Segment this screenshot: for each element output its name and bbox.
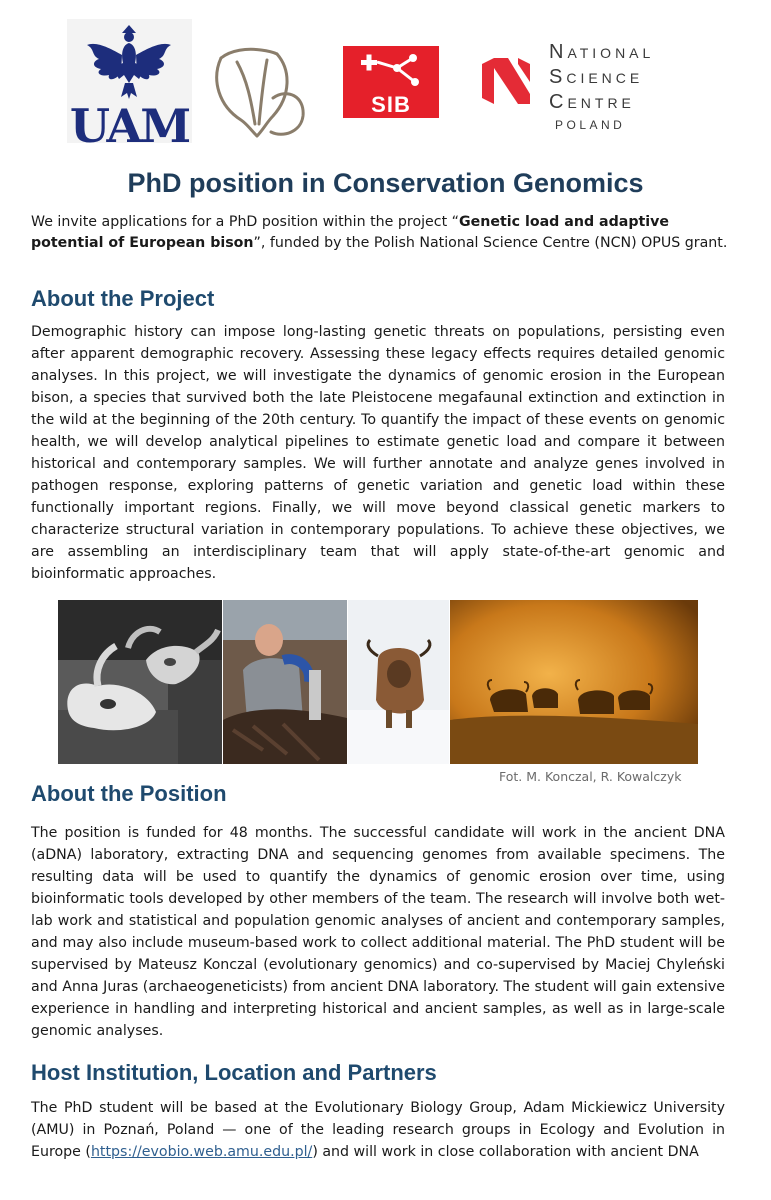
intro-text-end: ”, funded by the Polish National Science Centre (NCN) OPUS grant. (253, 235, 728, 251)
sib-logo (343, 46, 439, 118)
logo-bar (0, 0, 771, 153)
intro-paragraph (31, 212, 731, 254)
photo-bison-snow (348, 600, 449, 764)
photo-bison-skulls (58, 600, 222, 764)
ncn-word-centre: Centre (549, 91, 635, 113)
project-description: Demographic history can impose long-lasting genetic threats on populations, persisting even after apparent demographic recovery. Assessing these legacy effects requires detailed genomic analyses. In this project, we will investigate the dynamics of genomic erosion in the European bison, a species that survived both the late Pleistocene megafaunal extinction and extinction in the wild at the beginning of the 20th century. To quantify the impact of these events on genomic health, we will develop analytical pipelines to estimate genetic load and compare it between historical and contemporary samples. We will further annotate and analyze genes involved in pathogen response, exploring patterns of genetic variation and genetic load within these functionally important regions. Finally, we will move beyond classical genetic markers to characterize structural variation in contemporary populations. To achieve these objectives, we are assembling an interdisciplinary team that will apply state-of-the-art genomic and bioinformatic approaches. (31, 324, 725, 582)
heading-about-position: About the Position (31, 781, 227, 806)
bison-head-logo (207, 40, 311, 140)
ncn-word-science: Science (549, 66, 644, 88)
position-description: The position is funded for 48 months. The successful candidate will work in the ancient DNA (aDNA) laboratory, extracting DNA and sequencing genomes from available specimens. The resulting data will be used to quantify the dynamics of genomic erosion over time, using bioinformatic tools developed by other members of the team. The research will involve both wet-lab work and statistical and population genomic analyses of ancient and contemporary samples, and may also include museum-based work to collect additional material. The PhD student will be supervised by Mateusz Konczal (evolutionary genomics) and co-supervised by Maciej Chyleński and Anna Juras (archaeogeneticists) from ancient DNA laboratory. The student will gain extensive experience in handling and interpreting historical and ancient samples, as well as in large-scale genomic analyses. (31, 825, 725, 1039)
project-name: Genetic load and adaptive potential of European bison (31, 214, 670, 251)
ncn-logo-text (549, 40, 749, 132)
photo-caption: Fot. M. Konczal, R. Kowalczyk (499, 769, 682, 784)
uam-logo (67, 19, 192, 153)
photo-bison-herd-sunset (450, 600, 698, 764)
ncn-word-poland: POLAND (555, 118, 626, 132)
host-description (31, 1097, 725, 1163)
heading-host-institution: Host Institution, Location and Partners (31, 1060, 437, 1085)
uam-logo-text: UAM (69, 99, 190, 153)
heading-about-project: About the Project (31, 286, 215, 311)
evobio-website-link[interactable]: https://evobio.web.amu.edu.pl/ (90, 1144, 313, 1160)
sib-logo-text: SIB (371, 92, 411, 117)
intro-text-start: We invite applications for a PhD position within the project “ (31, 214, 460, 230)
host-text-start: The PhD student will be based at the Evolutionary Biology Group, Adam Mickiewicz University (AMU) in Poznań, Poland — one of the leading research groups in Ecology and Evolution in Europe ( (31, 1100, 725, 1160)
ncn-word-national: National (549, 41, 655, 63)
host-text-end: ) and will work in close collaboration with ancient DNA (312, 1144, 699, 1160)
network-cross-icon (343, 46, 439, 94)
bison-head-icon (207, 40, 311, 140)
ncn-n-icon (482, 58, 530, 104)
page-title: PhD position in Conservation Genomics (127, 168, 644, 198)
ncn-logo-mark (482, 58, 530, 104)
photo-lab-sampling (223, 600, 347, 764)
